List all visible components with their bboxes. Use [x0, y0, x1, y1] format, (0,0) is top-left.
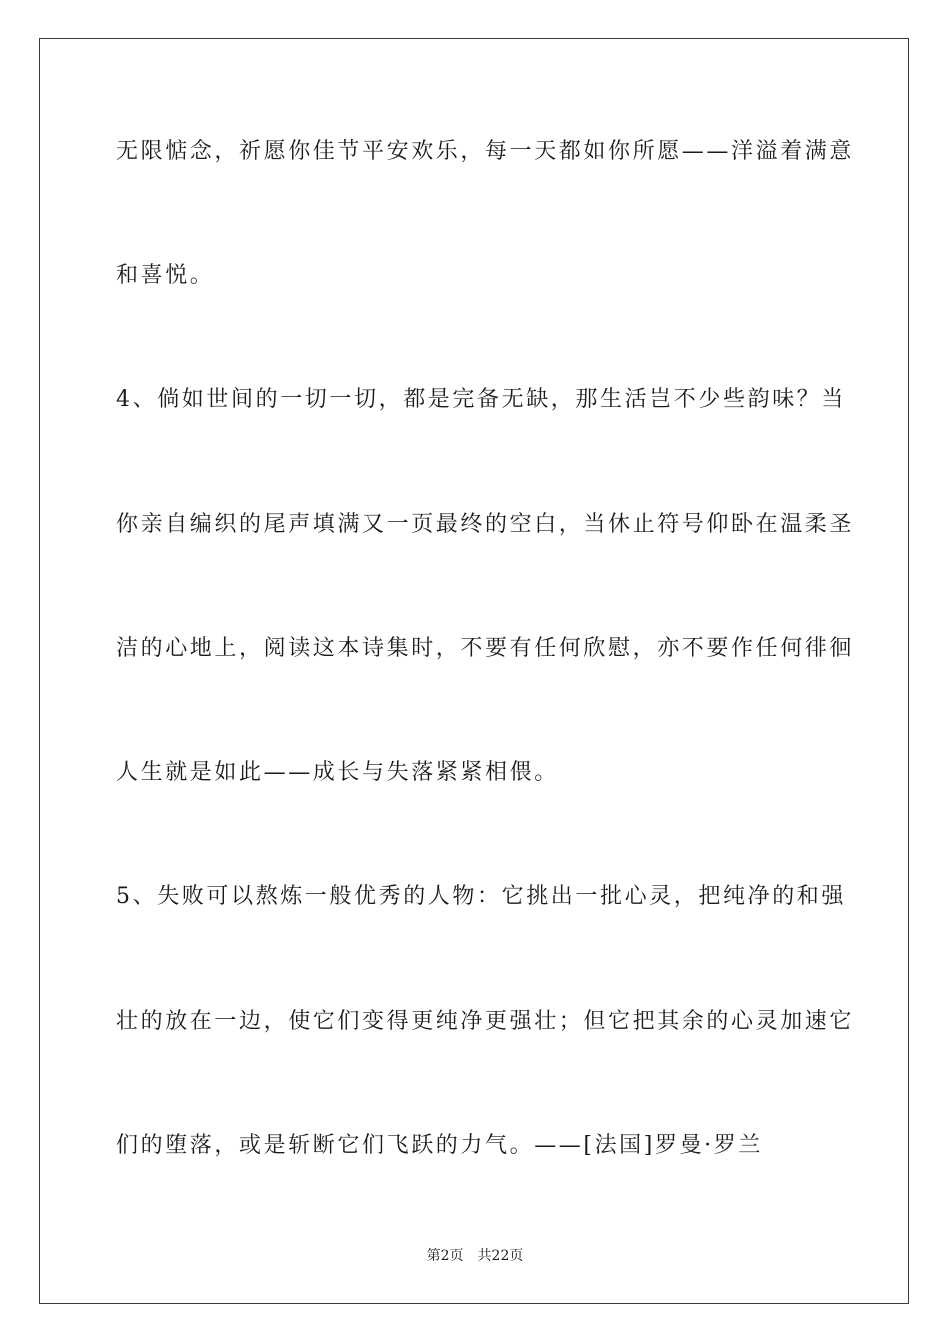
text-line-7: 5、失败可以熬炼一般优秀的人物：它挑出一批心灵，把纯净的和强 — [116, 884, 846, 909]
text-line-1: 无限惦念，祈愿你佳节平安欢乐，每一天都如你所愿——洋溢着满意 — [116, 139, 855, 164]
text-line-2: 和喜悦。 — [116, 263, 215, 288]
page-footer — [0, 1246, 950, 1266]
page-border — [39, 38, 909, 1304]
text-line-9: 们的堕落，或是斩断它们飞跃的力气。——[法国]罗曼·罗兰 — [116, 1133, 763, 1158]
page-total: 共22页 — [477, 1248, 524, 1264]
text-line-4: 你亲自编织的尾声填满又一页最终的空白，当休止符号仰卧在温柔圣 — [116, 512, 855, 537]
text-line-6: 人生就是如此——成长与失落紧紧相偎。 — [116, 760, 559, 785]
page-number: 第2页 — [426, 1248, 464, 1264]
text-line-8: 壮的放在一边，使它们变得更纯净更强壮；但它把其余的心灵加速它 — [116, 1009, 855, 1034]
text-line-3: 4、倘如世间的一切一切，都是完备无缺，那生活岂不少些韵味？当 — [116, 387, 846, 412]
text-line-5: 洁的心地上，阅读这本诗集时，不要有任何欣慰，亦不要作任何徘徊 — [116, 636, 855, 661]
